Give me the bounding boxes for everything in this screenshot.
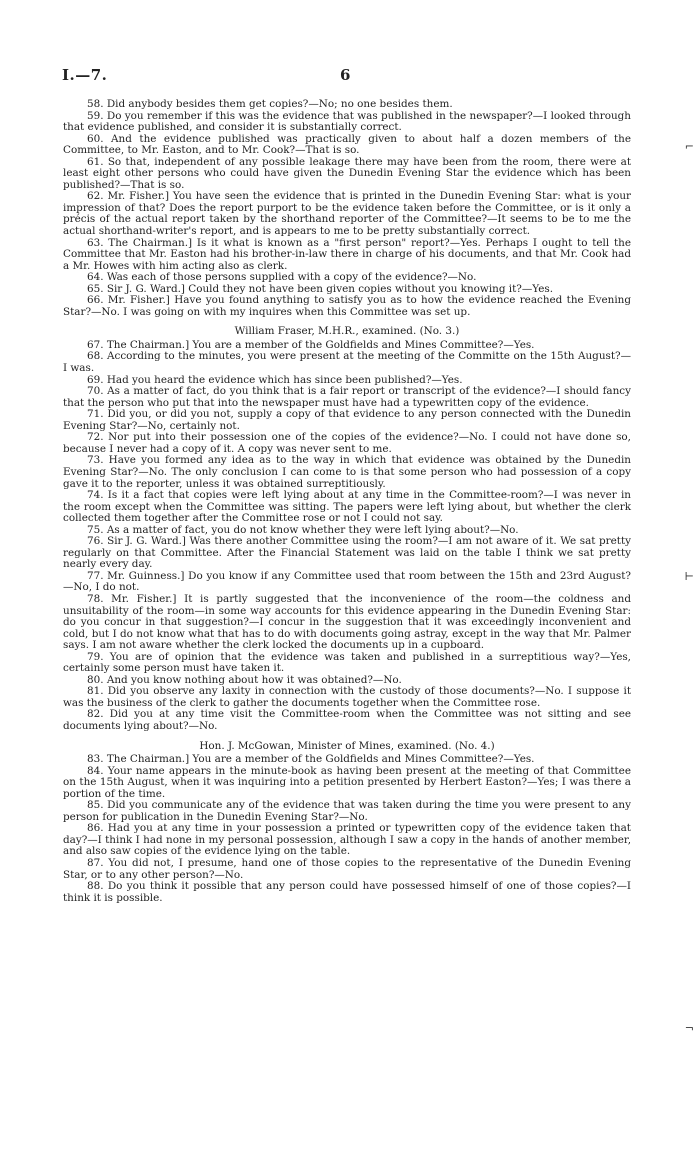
paragraph: 83. The Chairman.] You are a member of the Goldfields and Mines Committee?—Yes. <box>87 753 535 766</box>
witness-heading-no3: William Fraser, M.H.R., examined. (No. 3.) <box>234 325 460 338</box>
document-body <box>63 99 631 904</box>
margin-marks <box>670 0 700 1173</box>
paragraph: 61. So that, independent of any possible leakage there may have been from the room, there were at least eight other persons who could have given the Dunedin Evening Star the evidence which has been published?—That is so. <box>63 155 631 191</box>
page-header <box>62 66 642 86</box>
paragraph: 71. Did you, or did you not, supply a copy of that evidence to any person connected with the Dunedin Evening Star?—No, certainly not. <box>63 408 631 432</box>
paragraph: 81. Did you observe any laxity in connection with the custody of those documents?—No. I suppose it was the business of the clerk to gather the documents together when the Committee rose. <box>63 685 631 709</box>
paragraph: 65. Sir J. G. Ward.] Could they not have been given copies without you knowing it?—Yes. <box>87 282 553 295</box>
paragraph: 86. Had you at any time in your possession a printed or typewritten copy of the evidence taken that day?—I think I had none in my personal possession, although I saw a copy in the hands of another member, and also saw copies of the evidence lying on the table. <box>63 822 631 858</box>
paragraph: 67. The Chairman.] You are a member of the Goldfields and Mines Committee?—Yes. <box>87 338 535 351</box>
paragraph: 82. Did you at any time visit the Committee-room when the Committee was not sitting and see documents lying about?—No. <box>63 708 631 732</box>
paragraph: 74. Is it a fact that copies were left lying about at any time in the Committee-room?—I was never in the room except when the Committee was sitting. The papers were left lying about, but whether the clerk collected them together after the Committee rose or not I could not say. <box>63 489 631 525</box>
paragraph: 70. As a matter of fact, do you think that is a fair report or transcript of the evidence?—I should fancy that the person who put that into the newspaper must have had a typewritten copy of the evidence. <box>63 385 631 409</box>
section-no2-continued <box>63 99 631 318</box>
paragraph: 68. According to the minutes, you were present at the meeting of the Committe on the 15th August?—I was. <box>63 350 631 375</box>
paragraph: 87. You did not, I presume, hand one of those copies to the representative of the Dunedin Evening Star, or to any other person?—No. <box>63 857 631 881</box>
paragraph: 64. Was each of those persons supplied with a copy of the evidence?—No. <box>87 271 477 284</box>
paragraph: 59. Do you remember if this was the evidence that was published in the newspaper?—I looked through that evidence published, and consider it is substantially correct. <box>63 109 631 134</box>
paragraph: 78. Mr. Fisher.] It is partly suggested that the inconvenience of the room—the coldness and unsuitability of the room—in some way accounts for this evidence appearing in the Dunedin Evening Star: do you concur in that suggestion?—I concur in the suggestion that it was exceedingly inconvenient and cold, but I do not know what that has to do with documents going astray, except in the way that Mr. Palmer says. I am not aware whether the clerk locked the documents up in a cupboard. <box>63 592 631 652</box>
margin-mark: ⊢ <box>684 570 694 583</box>
paragraph: 62. Mr. Fisher.] You have seen the evidence that is printed in the Dunedin Evening Star: what is your impression of that? Does the report purport to be the evidence taken before the Committee, or is it only a précis of the actual report taken by the shorthand reporter of the Committee?—It seems to be to me the actual shorthand-writer's report, and is appears to me to be pretty substantially correct. <box>63 190 631 238</box>
paragraph: 63. The Chairman.] Is it what is known as a "first person" report?—Yes. Perhaps I ought to tell the Committee that Mr. Easton had his brother-in-law there in charge of his documents, and that Mr. Cook had a Mr. Howes with him acting also as clerk. <box>63 236 631 272</box>
paragraph: 84. Your name appears in the minute-book as having been present at the meeting of that Committee on the 15th August, when it was inquiring into a petition presented by Herbert Easton?—Yes; I was there a portion of the time. <box>63 764 631 800</box>
section-no4 <box>63 754 631 904</box>
paragraph: 76. Sir J. G. Ward.] Was there another Committee using the room?—I am not aware of it. We sat pretty regularly on that Committee. After the Financial Statement was laid on the table I think we sat pretty nearly every day. <box>63 535 631 571</box>
paragraph: 77. Mr. Guinness.] Do you know if any Committee used that room between the 15th and 23rd August?—No, I do not. <box>63 569 631 594</box>
paragraph: 58. Did anybody besides them get copies?—No; no one besides them. <box>87 98 453 110</box>
margin-mark: ¬ <box>684 1022 694 1035</box>
section-no3 <box>63 340 631 733</box>
paragraph: 72. Nor put into their possession one of the copies of the evidence?—No. I could not have done so, because I never had a copy of it. A copy was never sent to me. <box>63 431 631 455</box>
witness-heading-no4: Hon. J. McGowan, Minister of Mines, examined. (No. 4.) <box>199 739 495 752</box>
page-number: 6 <box>340 66 351 84</box>
paragraph: 85. Did you communicate any of the evidence that was taken during the time you were present to any person for publication in the Dunedin Evening Star?—No. <box>63 799 631 823</box>
paragraph: 73. Have you formed any idea as to the way in which that evidence was obtained by the Dunedin Evening Star?—No. The only conclusion I can come to is that some person who had possession of a copy gave it to the reporter, unless it was obtained surreptitiously. <box>63 454 631 490</box>
paragraph: 88. Do you think it possible that any person could have possessed himself of one of those copies?—I think it is possible. <box>63 880 631 904</box>
paragraph: 79. You are of opinion that the evidence was taken and published in a surreptitious way?—Yes, certainly some person must have taken it. <box>63 650 631 675</box>
paragraph: 69. Had you heard the evidence which has since been published?—Yes. <box>87 373 463 386</box>
paper-reference: I.—7. <box>62 66 108 84</box>
paragraph: 80. And you know nothing about how it was obtained?—No. <box>87 673 402 686</box>
paragraph: 60. And the evidence published was practically given to about half a dozen members of the Committee, to Mr. Easton, and to Mr. Cook?—That is so. <box>63 132 631 157</box>
margin-mark: ⌐ <box>684 140 694 153</box>
paragraph: 75. As a matter of fact, you do not know whether they were left lying about?—No. <box>87 523 519 536</box>
paragraph: 66. Mr. Fisher.] Have you found anything to satisfy you as to how the evidence reached the Evening Star?—No. I was going on with my inquires when this Committee was set up. <box>63 294 631 318</box>
